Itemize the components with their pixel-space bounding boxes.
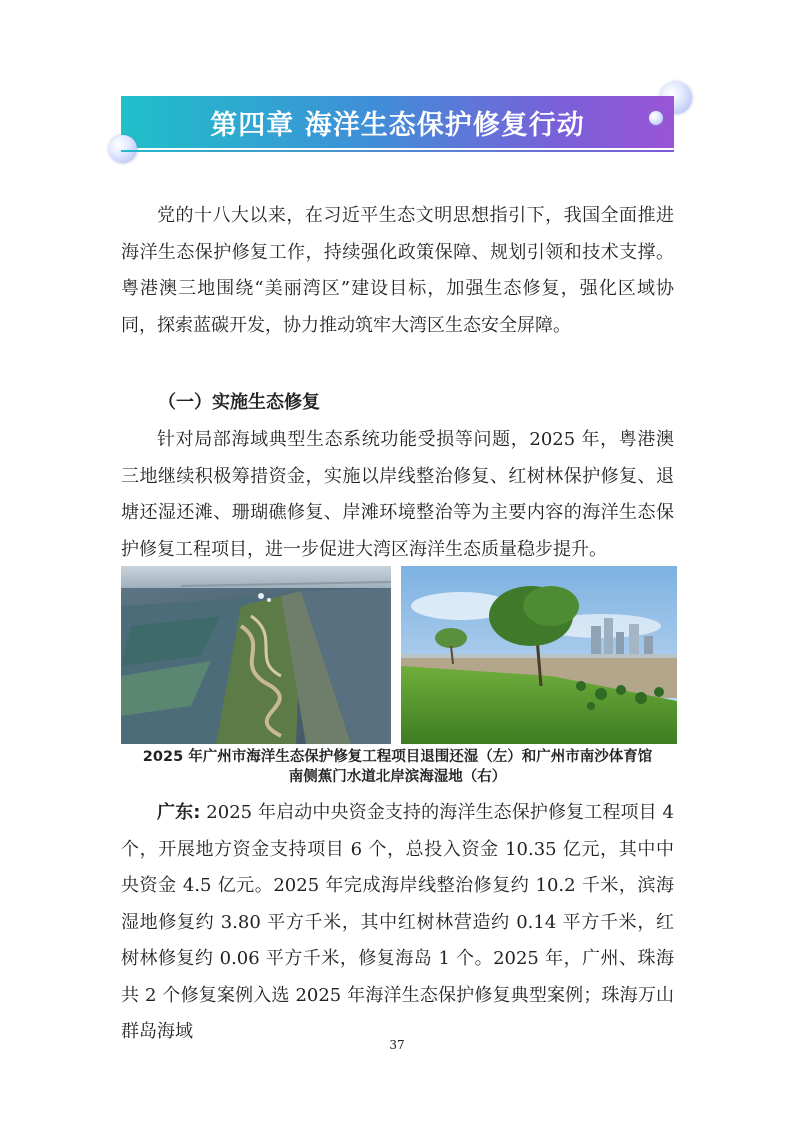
figure-caption — [110, 747, 685, 787]
chapter-title: 第四章 海洋生态保护修复行动 — [210, 109, 585, 141]
decorative-bubble-icon — [109, 135, 137, 163]
guangdong-paragraph — [121, 795, 674, 1051]
guangdong-body: 2025 年启动中央资金支持的海洋生态保护修复工程项目 4 个，开展地方资金支持项目 6 个，总投入资金 10.35 亿元，其中中央资金 4.5 亿元。2025 年完成海岸线整治修复约 10.2 千米，滨海湿地修复约 3.80 平方千米，其中红树林营造约 0.14 平方千米，红树林修复约 0.06 平方千米，修复海岛 1 个。2025 年，广州、珠海共 2 个修复案例入选 2025 年海洋生态保护修复典型案例；珠海万山群岛海域 — [121, 802, 674, 1042]
wetland-restoration-photo — [121, 566, 391, 744]
banner-underline — [121, 150, 674, 152]
guangdong-lead: 广东: — [157, 802, 201, 823]
section-heading: （一）实施生态修复 — [158, 392, 320, 413]
coastal-wetland-photo — [401, 566, 677, 744]
caption-line-1: 2025 年广州市海洋生态保护修复工程项目退围还湿（左）和广州市南沙体育馆 — [142, 749, 653, 765]
decorative-bubble-icon — [649, 111, 663, 125]
chapter-banner — [121, 96, 674, 148]
caption-line-2: 南侧蕉门水道北岸滨海湿地（右） — [288, 769, 507, 785]
intro-paragraph: 党的十八大以来，在习近平生态文明思想指引下，我国全面推进海洋生态保护修复工作，持续强化政策保障、规划引领和技术支撑。粤港澳三地围绕“美丽湾区”建设目标，加强生态修复，强化区域协同，探索蓝碳开发，协力推动筑牢大湾区生态安全屏障。 — [121, 205, 674, 336]
section-paragraph: 针对局部海域典型生态系统功能受损等问题，2025 年，粤港澳三地继续积极筹措资金，实施以岸线整治修复、红树林保护修复、退塘还湿还滩、珊瑚礁修复、岸滩环境整治等为主要内容的海洋生态保护修复工程项目，进一步促进大湾区海洋生态质量稳步提升。 — [121, 429, 674, 560]
page-number: 37 — [389, 1038, 405, 1052]
